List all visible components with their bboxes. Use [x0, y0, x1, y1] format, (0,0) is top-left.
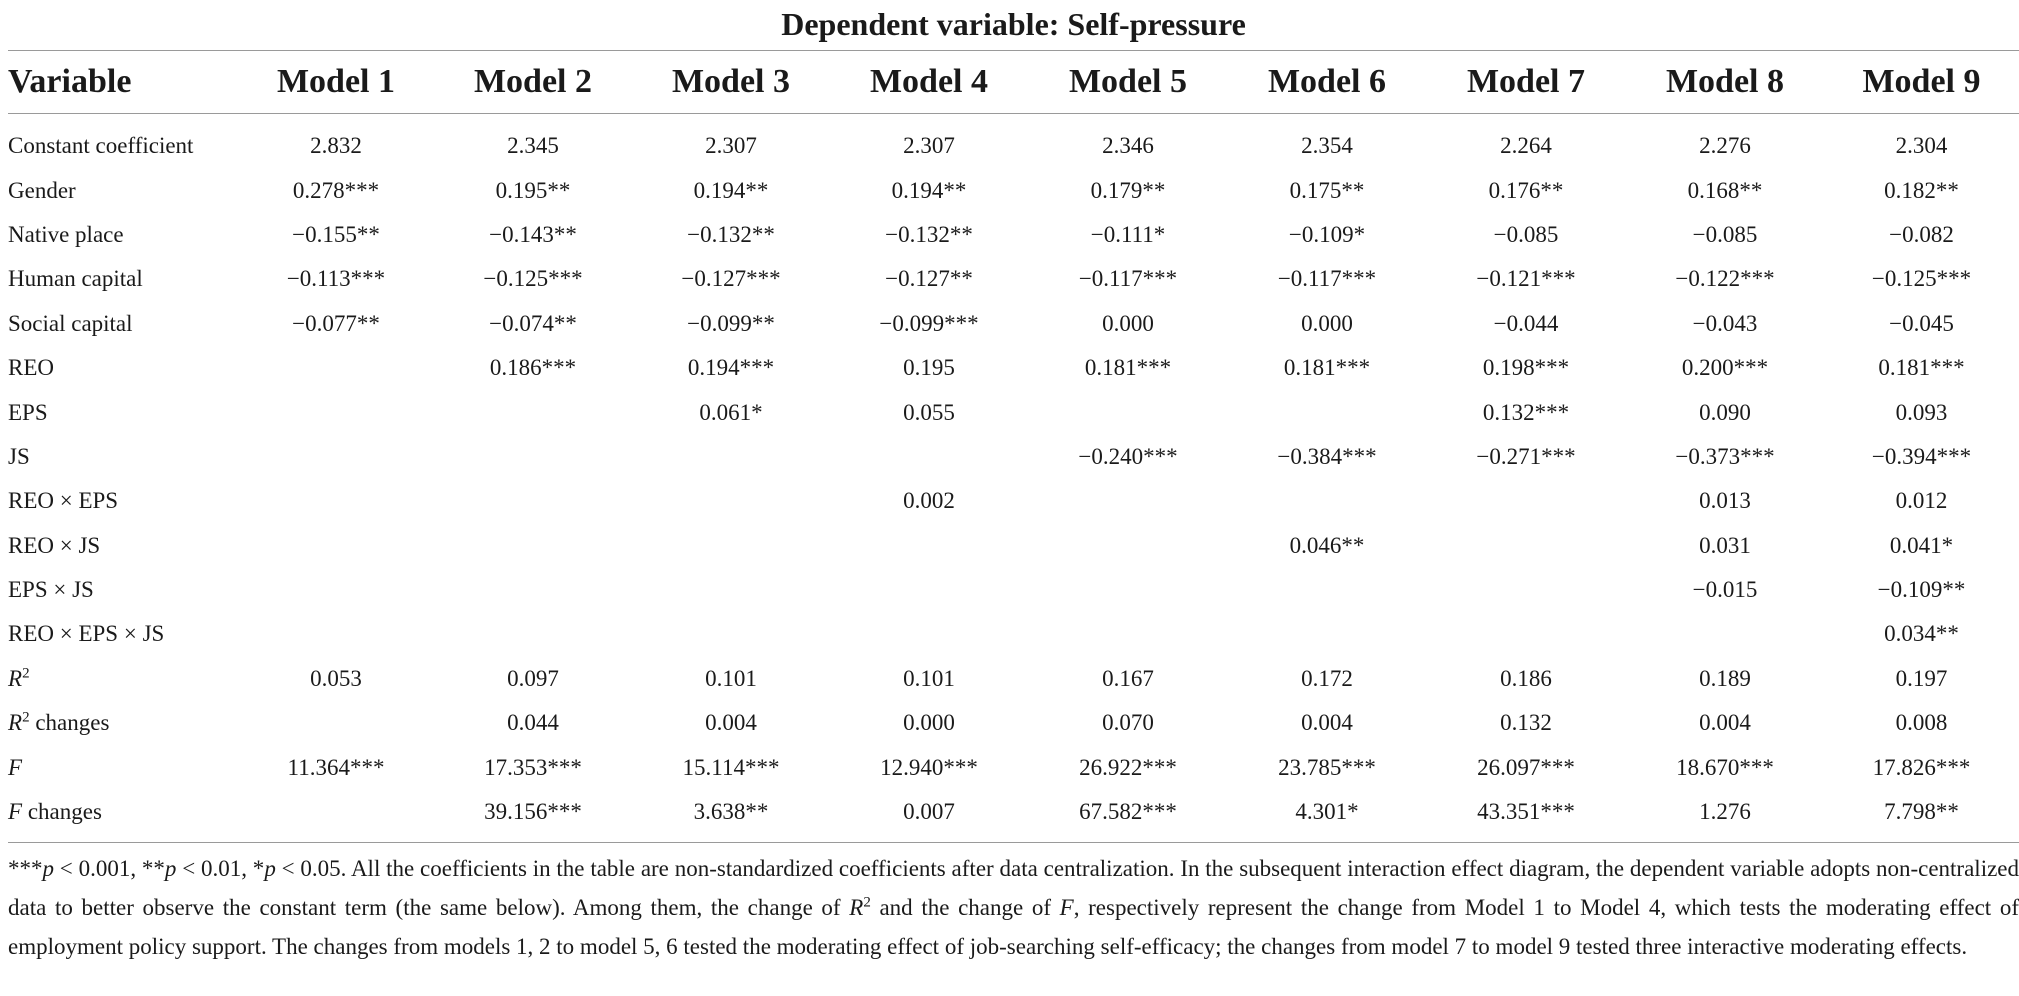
column-header: Model 2 [473, 63, 593, 100]
table-cell [632, 612, 830, 656]
row-label: $R^2$ changes [8, 709, 110, 736]
table-cell: 0.101 [903, 665, 955, 691]
table-cell: −0.015 [1692, 577, 1758, 603]
table-cell: 12.940*** [880, 754, 978, 780]
table-cell: 0.132*** [1482, 399, 1570, 425]
table-cell: 17.826*** [1872, 754, 1971, 780]
table-cell: 0.013 [1699, 488, 1751, 514]
table-cell: −0.125*** [483, 266, 583, 292]
table-cell: −0.155** [292, 221, 380, 247]
table-cell: 0.186 [1500, 665, 1552, 691]
row-label: REO × JS [8, 532, 101, 558]
table-row [8, 612, 2019, 656]
column-header: Model 4 [869, 63, 989, 100]
table-cell: 0.012 [1895, 488, 1948, 514]
table-cell [238, 612, 434, 656]
table-cell [238, 701, 434, 745]
row-label: EPS [8, 399, 48, 425]
column-header: Model 7 [1466, 63, 1586, 100]
table-cell: 15.114*** [682, 754, 780, 780]
table-cell [1228, 612, 1426, 656]
table-cell: 0.176** [1488, 177, 1564, 203]
table-cell: 0.000 [1301, 310, 1353, 336]
table-cell: 0.101 [705, 665, 757, 691]
row-label: JS [8, 443, 30, 469]
table-footnote: ***p < 0.001, **p < 0.01, *p < 0.05. All the coefficients in the table are non-standardized coefficients after data centralization. In the subsequent interaction effect diagram, the dependent variable adopts non-centralized data to better observe the constant term (the same below). Among them, the change of $R^2$ and the change of F, respectively represent the change from Model 1 to Model 4, which tests the moderating effect of employment policy support. The changes from models 1, 2 to model 5, 6 tested the moderating effect of job-searching self-efficacy; the changes from model 7 to model 9 tested three interactive moderating effects. [8, 856, 2019, 960]
table-cell: 0.194*** [687, 355, 775, 381]
table-cell [238, 390, 434, 434]
column-header: Model 3 [671, 63, 791, 100]
table-cell [1028, 479, 1228, 523]
table-cell [632, 568, 830, 612]
table-cell: 0.189 [1699, 665, 1751, 691]
table-cell [238, 435, 434, 479]
table-cell: −0.143** [489, 221, 577, 247]
table-cell: 0.278*** [292, 177, 380, 203]
row-label: F changes [8, 799, 102, 825]
table-cell: 67.582*** [1079, 799, 1177, 825]
table-cell: −0.111* [1090, 221, 1166, 247]
table-cell: −0.384*** [1277, 443, 1377, 469]
table-cell: 4.301* [1295, 799, 1359, 825]
table-cell: −0.125*** [1871, 266, 1972, 292]
regression-table [8, 51, 2019, 834]
table-cell [830, 568, 1028, 612]
column-header: Model 8 [1665, 63, 1785, 100]
column-header: Model 1 [276, 63, 396, 100]
table-cell: 0.167 [1102, 665, 1154, 691]
table-cell: 0.000 [903, 710, 955, 736]
table-cell [1028, 390, 1228, 434]
table-cell: −0.113*** [286, 266, 386, 292]
table-cell: 2.346 [1102, 133, 1154, 159]
table-row [8, 790, 2019, 834]
row-label: REO × EPS [8, 488, 119, 514]
table-cell: 0.004 [1699, 710, 1751, 736]
table-cell: 0.172 [1301, 665, 1353, 691]
table-cell: 0.090 [1699, 399, 1751, 425]
table-cell [830, 435, 1028, 479]
table-cell: 2.307 [705, 133, 757, 159]
table-cell: 2.832 [310, 133, 362, 159]
row-label: Human capital [8, 266, 143, 292]
table-cell: 7.798** [1884, 799, 1959, 825]
table-cell: 0.168** [1687, 177, 1763, 203]
table-cell [1426, 479, 1626, 523]
table-cell [632, 479, 830, 523]
table-cell [238, 346, 434, 390]
table-cell: 2.264 [1500, 133, 1552, 159]
table-cell: 0.041* [1889, 532, 1954, 558]
table-cell [238, 790, 434, 834]
table-row [8, 568, 2019, 612]
table-cell: 0.179** [1090, 177, 1166, 203]
table-cell: 0.182** [1884, 177, 1959, 203]
table-row [8, 302, 2019, 346]
table-cell: 0.044 [507, 710, 559, 736]
table-cell [1626, 612, 1824, 656]
table-row [8, 701, 2019, 745]
row-label: EPS × JS [8, 577, 94, 603]
table-row [8, 390, 2019, 434]
table-cell: 0.181*** [1283, 355, 1371, 381]
table-cell: −0.271*** [1476, 443, 1576, 469]
table-cell: 0.093 [1895, 399, 1948, 425]
row-label: Native place [8, 221, 124, 247]
table-cell [632, 435, 830, 479]
table-cell: 0.181*** [1084, 355, 1172, 381]
table-cell: 0.053 [310, 665, 362, 691]
table-cell: 0.046** [1289, 532, 1365, 558]
table-cell: −0.240*** [1078, 443, 1178, 469]
table-cell [1028, 568, 1228, 612]
table-cell [434, 390, 632, 434]
row-label: $R^2$ [8, 665, 30, 691]
table-cell [830, 524, 1028, 568]
table-row [8, 479, 2019, 523]
table-cell: −0.117*** [1277, 266, 1377, 292]
table-cell: −0.127*** [681, 266, 781, 292]
table-cell [434, 612, 632, 656]
table-cell: −0.085 [1692, 221, 1758, 247]
table-cell: 0.194** [891, 177, 967, 203]
table-cell: 0.061* [699, 399, 763, 425]
table-cell: 26.922*** [1079, 754, 1177, 780]
table-cell: 0.034** [1884, 621, 1959, 647]
table-cell: 0.000 [1102, 310, 1154, 336]
table-cell: 0.195 [903, 355, 955, 381]
table-cell: 3.638** [693, 799, 769, 825]
table-cell: 26.097*** [1477, 754, 1575, 780]
table-cell [1426, 568, 1626, 612]
table-cell: 39.156*** [484, 799, 582, 825]
table-cell: 0.132 [1500, 710, 1552, 736]
table-cell: 0.197 [1895, 665, 1948, 691]
table-body [8, 114, 2019, 834]
table-cell: −0.394*** [1871, 443, 1972, 469]
table-cell: −0.132** [885, 221, 973, 247]
table-cell: −0.082 [1889, 221, 1954, 247]
table-cell [238, 524, 434, 568]
table-cell [434, 435, 632, 479]
table-cell: −0.085 [1493, 221, 1559, 247]
table-cell: 11.364*** [287, 754, 385, 780]
column-header: Model 5 [1068, 63, 1188, 100]
table-cell [434, 479, 632, 523]
table-cell: 2.276 [1699, 133, 1751, 159]
table-row [8, 524, 2019, 568]
table-cell: 0.070 [1102, 710, 1154, 736]
table-cell: −0.099*** [879, 310, 979, 336]
row-label: Social capital [8, 310, 133, 336]
table-cell: 0.195** [495, 177, 571, 203]
table-cell: −0.109* [1288, 221, 1366, 247]
table-row [8, 114, 2019, 168]
table-row [8, 745, 2019, 789]
table-cell: 1.276 [1699, 799, 1751, 825]
table-cell [1228, 390, 1426, 434]
table-cell: −0.117*** [1078, 266, 1178, 292]
table-cell [830, 612, 1028, 656]
table-row [8, 346, 2019, 390]
table-cell: 0.181*** [1878, 355, 1965, 381]
table-cell [238, 479, 434, 523]
table-row [8, 257, 2019, 301]
table-cell [1228, 479, 1426, 523]
table-cell: 0.008 [1895, 710, 1948, 736]
row-label: REO [8, 355, 54, 381]
table-cell: −0.077** [292, 310, 380, 336]
table-cell [1426, 612, 1626, 656]
column-header: Variable [8, 63, 132, 100]
table-cell: 0.002 [903, 488, 955, 514]
table-cell: 2.307 [903, 133, 955, 159]
table-cell: 0.200*** [1681, 355, 1769, 381]
table-title: Dependent variable: Self-pressure [781, 6, 1246, 42]
table-cell [434, 524, 632, 568]
table-cell: −0.074** [489, 310, 577, 336]
table-cell: −0.109** [1877, 577, 1966, 603]
table-cell: 23.785*** [1278, 754, 1376, 780]
column-header: Model 6 [1267, 63, 1387, 100]
table-cell: −0.132** [687, 221, 775, 247]
row-label: F [8, 754, 23, 780]
row-label: Gender [8, 177, 76, 203]
table-cell: −0.127** [885, 266, 973, 292]
table-cell: 0.097 [507, 665, 559, 691]
table-cell: 2.345 [507, 133, 559, 159]
table-cell: 0.055 [903, 399, 955, 425]
table-cell: −0.122*** [1675, 266, 1775, 292]
table-cell [1426, 524, 1626, 568]
table-cell: −0.044 [1493, 310, 1559, 336]
table-cell: 17.353*** [484, 754, 582, 780]
table-cell: −0.099** [687, 310, 775, 336]
table-cell: 2.354 [1301, 133, 1353, 159]
column-header: Model 9 [1862, 63, 1981, 100]
table-cell: −0.373*** [1675, 443, 1775, 469]
table-cell [434, 568, 632, 612]
header-row [8, 51, 2019, 113]
table-cell: 0.031 [1699, 532, 1751, 558]
table-cell: 2.304 [1895, 133, 1948, 159]
table-cell: 0.004 [1301, 710, 1353, 736]
table-cell [632, 524, 830, 568]
table-row [8, 168, 2019, 212]
table-cell: −0.045 [1889, 310, 1954, 336]
table-cell: 0.007 [903, 799, 955, 825]
table-cell: 0.198*** [1482, 355, 1570, 381]
table-cell: 0.186*** [489, 355, 577, 381]
table-cell: −0.043 [1692, 310, 1758, 336]
table-cell [1228, 568, 1426, 612]
table-cell: 0.175** [1289, 177, 1365, 203]
row-label: REO × EPS × JS [8, 621, 165, 647]
table-cell: 43.351*** [1477, 799, 1575, 825]
table-row [8, 657, 2019, 701]
table-cell: 18.670*** [1676, 754, 1774, 780]
table-row [8, 213, 2019, 257]
row-label: Constant coefficient [8, 133, 194, 159]
table-cell: 0.004 [705, 710, 757, 736]
table-cell [1028, 524, 1228, 568]
table-cell: 0.194** [693, 177, 769, 203]
table-cell [1028, 612, 1228, 656]
table-cell [238, 568, 434, 612]
table-row [8, 435, 2019, 479]
table-cell: −0.121*** [1476, 266, 1576, 292]
